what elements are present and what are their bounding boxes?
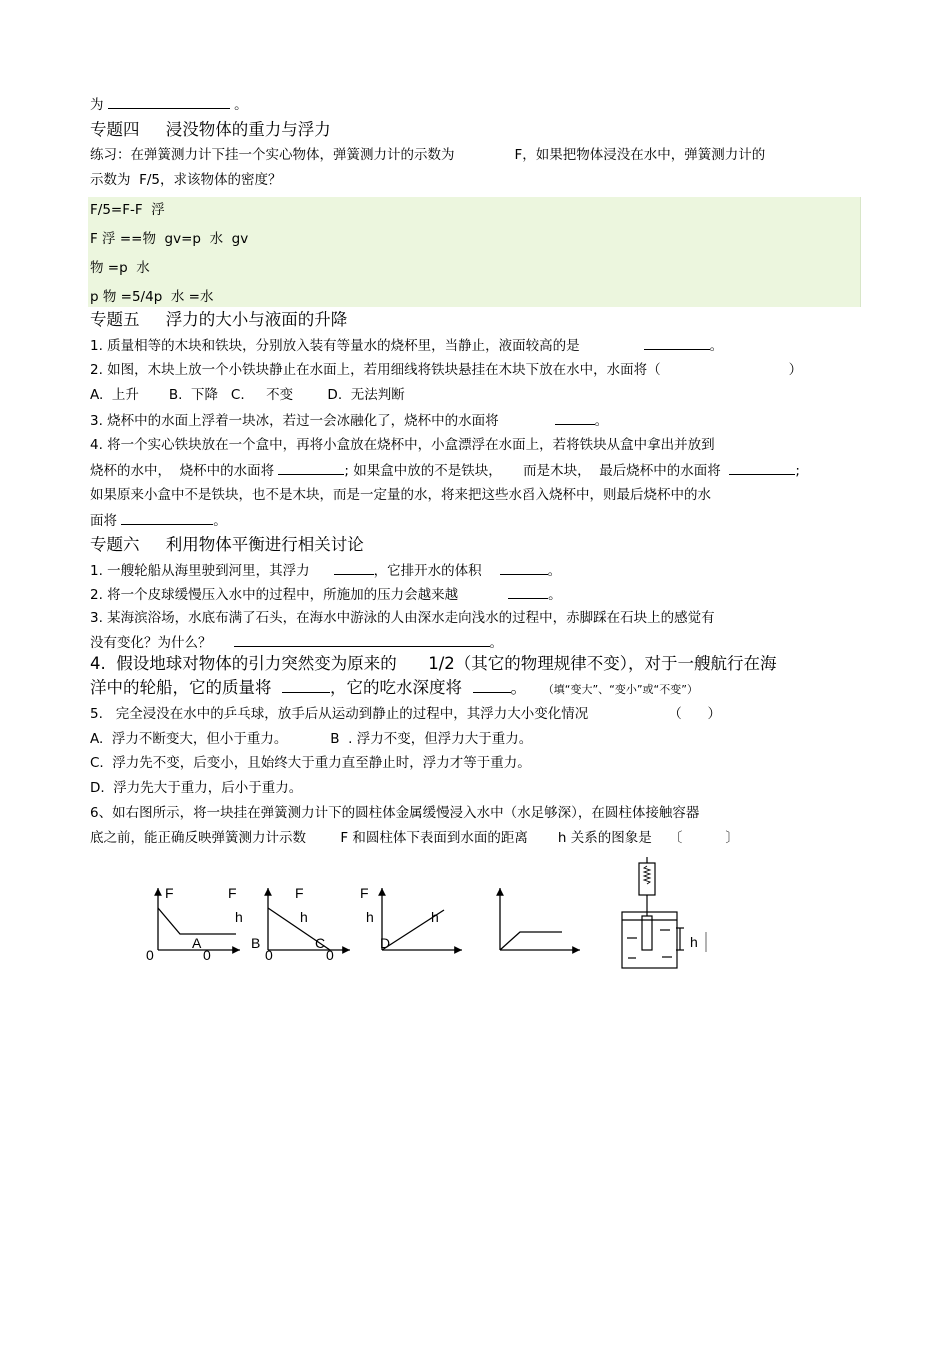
label-f: F bbox=[295, 885, 304, 901]
question-5-4-line-2: 烧杯的水中， 烧杯中的水面将 ; 如果盒中放的不是铁块， 而是木块， 最后烧杯中的水面将 ; bbox=[90, 463, 800, 479]
question-5-4-line-3: 如果原来小盒中不是铁块，也不是木块，而是一定量的水，将来把这些水舀入烧杯中，则最后烧杯中的水 bbox=[90, 487, 711, 503]
label-a: A bbox=[192, 935, 202, 951]
label-f: F bbox=[165, 885, 174, 901]
label-h: h bbox=[300, 909, 308, 925]
answer-blank[interactable] bbox=[644, 336, 710, 350]
graphs-figure bbox=[0, 855, 950, 985]
answer-blank[interactable] bbox=[508, 585, 548, 599]
answer-blank[interactable] bbox=[282, 679, 330, 693]
section-5-title: 专题五 浮力的大小与液面的升降 bbox=[90, 310, 348, 329]
question-6-4-line-1: 4. 假设地球对物体的引力突然变为原来的 1/2（其它的物理规律不变），对于一艘航行在海 bbox=[90, 654, 777, 673]
spring-scale-apparatus bbox=[622, 857, 706, 968]
answer-blank[interactable] bbox=[278, 461, 344, 475]
solution-line: p 物 =5/4p 水 =水 bbox=[90, 289, 214, 305]
question-5-3: 3. 烧杯中的水面上浮着一块冰，若过一会冰融化了，烧杯中的水面将 。 bbox=[90, 413, 609, 429]
label-h: h bbox=[235, 909, 243, 925]
label-zero: 0 bbox=[326, 947, 334, 963]
label-zero: 0 bbox=[146, 947, 154, 963]
question-6-5-option-d: D. 浮力先大于重力，后小于重力。 bbox=[90, 780, 303, 796]
solution-line: 物 =p 水 bbox=[90, 260, 150, 276]
solution-line: F/5=F-F 浮 bbox=[90, 202, 165, 218]
answer-blank[interactable] bbox=[108, 95, 230, 109]
question-6-5-option-ab: A. 浮力不断变大，但小于重力。 B . 浮力不变，但浮力大于重力。 bbox=[90, 731, 533, 747]
label-zero: 0 bbox=[203, 947, 211, 963]
solution-line: F 浮 ==物 gv=p 水 gv bbox=[90, 231, 249, 247]
question-6-5: 5. 完全浸没在水中的乒乓球，放手后从运动到静止的过程中，其浮力大小变化情况 （ ） bbox=[90, 706, 722, 722]
question-6-2: 2. 将一个皮球缓慢压入水中的过程中，所施加的压力会越来越 。 bbox=[90, 587, 562, 603]
graph-line-d bbox=[500, 932, 562, 950]
label-d: D bbox=[380, 935, 391, 951]
answer-blank[interactable] bbox=[500, 561, 548, 575]
label-f: F bbox=[360, 885, 369, 901]
question-5-2-options: A. 上升 B. 下降 C. 不变 D. 无法判断 bbox=[90, 387, 405, 403]
label-h: h bbox=[431, 909, 439, 925]
answer-blank[interactable] bbox=[334, 561, 374, 575]
question-5-1: 1. 质量相等的木块和铁块，分别放入装有等量水的烧杯里，当静止，液面较高的是 。 bbox=[90, 338, 724, 354]
label-h-apparatus: h bbox=[690, 934, 698, 950]
answer-blank[interactable] bbox=[473, 679, 511, 693]
practice-line-2: 示数为 F/5，求该物体的密度？ bbox=[90, 172, 282, 188]
graph-line-a bbox=[158, 908, 236, 934]
question-5-4-line-4: 面将 。 bbox=[90, 513, 227, 529]
question-5-2: 2. 如图，木块上放一个小铁块静止在水面上，若用细线将铁块悬挂在木块下放在水中，水面将（ ） bbox=[90, 362, 803, 378]
answer-blank[interactable] bbox=[555, 411, 595, 425]
section-6-title: 专题六 利用物体平衡进行相关讨论 bbox=[90, 535, 364, 554]
question-6-1: 1. 一艘轮船从海里驶到河里，其浮力 ，它排开水的体积 。 bbox=[90, 563, 562, 579]
section-4-title: 专题四 浸没物体的重力与浮力 bbox=[90, 120, 331, 139]
label-h: h bbox=[366, 909, 374, 925]
label-b: B bbox=[251, 935, 261, 951]
label-f: F bbox=[228, 885, 237, 901]
answer-blank[interactable] bbox=[121, 511, 213, 525]
practice-line-1: 练习：在弹簧测力计下挂一个实心物体，弹簧测力计的示数为 F，如果把物体浸没在水中，弹簧测力计的 bbox=[90, 147, 766, 163]
answer-blank[interactable] bbox=[234, 633, 490, 647]
question-6-6-line-2: 底之前，能正确反映弹簧测力计示数 F 和圆柱体下表面到水面的距离 h 关系的图象是 〔 〕 bbox=[90, 830, 739, 846]
label-c: C bbox=[315, 935, 326, 951]
question-6-5-option-c: C. 浮力先不变，后变小，且始终大于重力直至静止时，浮力才等于重力。 bbox=[90, 755, 531, 771]
label-zero: 0 bbox=[265, 947, 273, 963]
question-5-4-line-1: 4. 将一个实心铁块放在一个盒中，再将小盒放在烧杯中，小盒漂浮在水面上，若将铁块从盒中拿出并放到 bbox=[90, 437, 715, 453]
question-6-4-line-2: 洋中的轮船，它的质量将 ，它的吃水深度将 。 （填“变大”、“变小”或“不变”） bbox=[90, 678, 698, 697]
line-0: 为 。 bbox=[90, 97, 248, 113]
question-6-3-line-1: 3. 某海滨浴场，水底布满了石头，在海水中游泳的人由深水走向浅水的过程中，赤脚踩在石块上的感觉有 bbox=[90, 610, 715, 626]
question-6-6-line-1: 6、如右图所示，将一块挂在弹簧测力计下的圆柱体金属缓慢浸入水中（水足够深），在圆柱体接触容器 bbox=[90, 805, 700, 821]
answer-blank[interactable] bbox=[729, 461, 795, 475]
question-6-3-line-2: 没有变化？为什么？ 。 bbox=[90, 635, 503, 651]
